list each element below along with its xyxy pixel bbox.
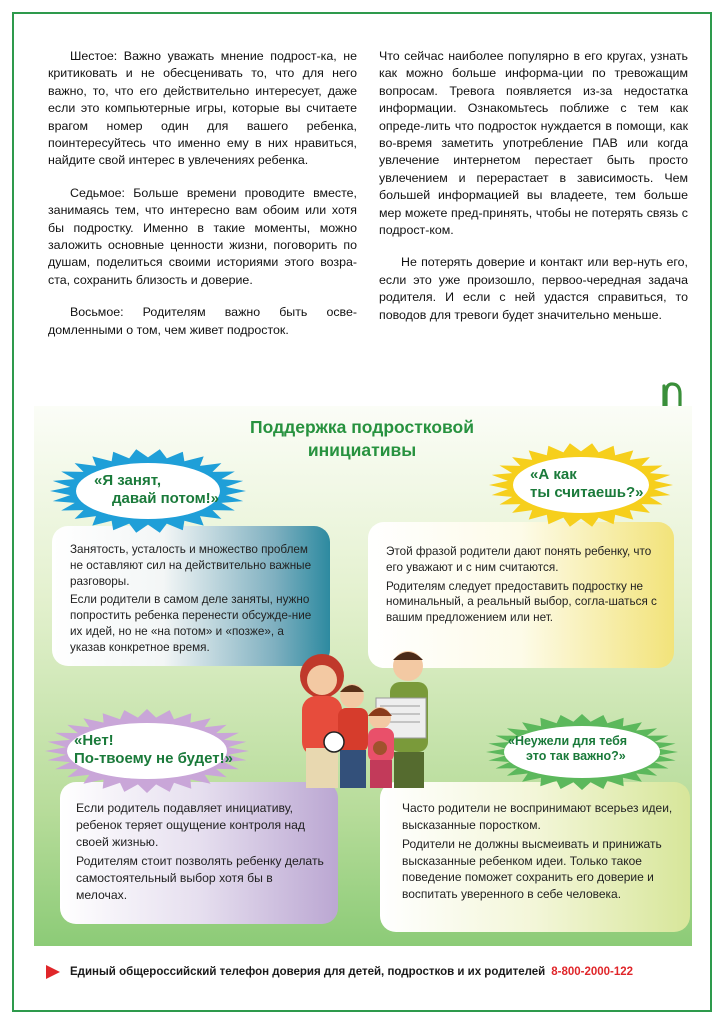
family-illustration xyxy=(280,638,450,788)
article-columns xyxy=(48,48,688,388)
info-card-4 xyxy=(380,782,690,932)
quote-burst-1: «Я занят, давай потом!» xyxy=(48,448,248,534)
card-text: Часто родители не воспринимают всерьез идеи, высказанные поростком. xyxy=(402,801,673,832)
article-column-left xyxy=(48,48,357,388)
footer-text: Единый общероссийский телефон доверия для детей, подростков и их родителей xyxy=(70,966,546,978)
article-column-right xyxy=(379,48,688,388)
paragraph: Шестое: Важно уважать мнение подрост-ка, не критиковать и не обесценивать то, что для него важно, то, что его действительно интересует, даже если это компьютерные игры, которые вы считаете врагом номер один для вашего ребенка, поинтересуйтесь что именно ему в них нравиться, найдите свой интерес в увлечениях ребенка. xyxy=(48,49,357,168)
paragraph: Восьмое: Родителям важно быть осве-домленными о том, чем живет подросток. xyxy=(48,305,357,337)
helpline-phone: 8-800-2000-122 xyxy=(551,966,634,978)
info-card-3 xyxy=(60,782,338,924)
card-text: Родителям следует предоставить подростку не номинальный, а реальный выбор, согла-шаться с вашим предложением или нет. xyxy=(386,579,657,625)
paragraph: Седьмое: Больше времени проводите вместе, занимаясь тем, что интересно вам обоим или хотя бы подростку. Именно в такие моменты, можно заложить основные ценности жизни, поговорить по душам, поделиться своими историями этого возра-ста, сохранить близость и доверие. xyxy=(48,185,357,287)
quote-burst-2: «А как ты считаешь?» xyxy=(486,442,676,528)
paragraph: Что сейчас наиболее популярно в его кругах, узнать как можно больше информа-ции по тревожащим вопросам. Тревога появляется из-за недостатка информации. Ознакомьтесь поближе с тем как опреде-лить что подросток нуждается в помощи, как во-время заметить употребление ПАВ или когда увлечение интернетом перестает быть просто увлечением и перерастает в зависимость. Чем большей информацией вы владеете, тем больше мер можете пред-принять, чтобы не потерять связь с подрост-ком. xyxy=(379,49,688,238)
paragraph: Не потерять доверие и контакт или вер-нуть его, если это уже произошло, первоо-чередная задача родителя. И если с ней удастся справиться, то поводов для тревоги будет значительно меньше. xyxy=(379,255,688,322)
card-text: Родителям стоит позволять ребенку делать самостоятельный выбор хотя бы в мелочах. xyxy=(76,854,324,902)
card-text: Этой фразой родители дают понять ребенку, что его уважают и с ним считаются. xyxy=(386,545,652,574)
card-text: Если родитель подавляет инициативу, ребенок теряет ощущение контроля над своей жизнью. xyxy=(76,801,306,849)
support-title: Поддержка подростковой инициативы xyxy=(250,417,474,460)
card-text: Занятость, усталость и множество проблем не оставляют сил на действительно важные разговоры. xyxy=(70,543,312,588)
arrow-right-icon xyxy=(46,965,60,979)
quote-burst-3: «Нет! По-твоему не будет!» xyxy=(42,708,252,794)
card-text: Если родители в самом деле заняты, нужно попростить ребенка перенести обсужде-ние их идей, но не «на потом» и «позже», а указав конкретное время. xyxy=(70,593,312,654)
card-text: Родители не должны высмеивать и принижать высказанные ребенком идеи. Только такое поведение поможет сохранить его доверие и воспитать уверенного в себе человека. xyxy=(402,837,662,901)
quote-burst-4: «Неужели для тебя это так важно?» xyxy=(484,712,680,792)
footer xyxy=(46,962,696,982)
